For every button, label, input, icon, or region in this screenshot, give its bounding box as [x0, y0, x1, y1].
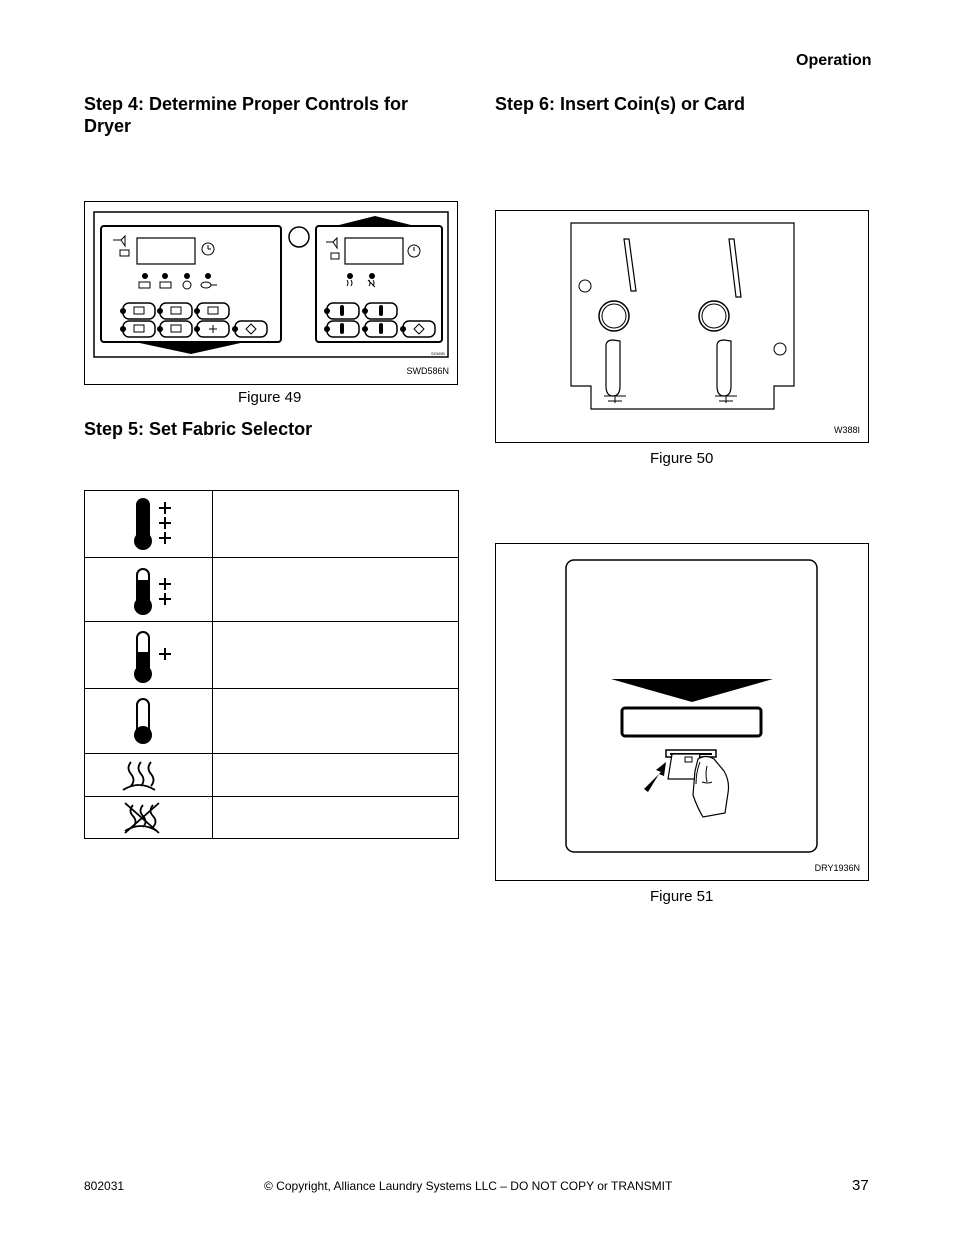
fabric-icon-cell [85, 797, 213, 839]
control-panel-illustration [85, 202, 457, 384]
table-row [85, 558, 459, 622]
table-row [85, 754, 459, 797]
figure-49-code: SWD586N [406, 366, 449, 376]
figure-50-code: W388I [833, 425, 860, 435]
figure-51-code: DRY1936N [814, 863, 860, 873]
fabric-description-cell [213, 754, 459, 797]
card-reader-illustration [496, 544, 868, 880]
section-header: Operation [796, 52, 872, 69]
svg-text:SCM/IB: SCM/IB [431, 351, 445, 356]
step4-title: Step 4: Determine Proper Controls for Dryer [84, 94, 409, 136]
table-row [85, 491, 459, 558]
figure-50-caption: Figure 50 [650, 450, 714, 467]
fabric-description-cell [213, 491, 459, 558]
thermometer-high-icon [85, 491, 212, 557]
fabric-icon-cell [85, 491, 213, 558]
fabric-icon-cell [85, 622, 213, 689]
fabric-description-cell [213, 689, 459, 754]
fabric-description-cell [213, 622, 459, 689]
thermometer-medium-icon [85, 558, 212, 621]
fabric-icon-cell [85, 689, 213, 754]
thermometer-empty-icon [85, 689, 212, 753]
step5-title: Step 5: Set Fabric Selector [84, 419, 313, 439]
figure-50 [495, 210, 869, 443]
table-row [85, 689, 459, 754]
thermometer-low-icon [85, 622, 212, 688]
table-row [85, 622, 459, 689]
fabric-description-cell [213, 797, 459, 839]
no-heat-icon [85, 797, 212, 838]
figure-49 [84, 201, 458, 385]
fabric-description-cell [213, 558, 459, 622]
step6-title: Step 6: Insert Coin(s) or Card [495, 94, 746, 114]
figure-51-caption: Figure 51 [650, 888, 714, 905]
figure-51 [495, 543, 869, 881]
fabric-icon-cell [85, 754, 213, 797]
figure-49-caption: Figure 49 [238, 389, 302, 406]
copyright-notice: © Copyright, Alliance Laundry Systems LLC – DO NOT COPY or TRANSMIT [264, 1179, 673, 1193]
fabric-selector-table [84, 490, 459, 839]
table-row [85, 797, 459, 839]
doc-number: 802031 [84, 1179, 125, 1193]
heat-waves-icon [85, 754, 212, 796]
fabric-icon-cell [85, 558, 213, 622]
page-number: 37 [852, 1177, 869, 1194]
coin-slot-illustration [496, 211, 868, 442]
